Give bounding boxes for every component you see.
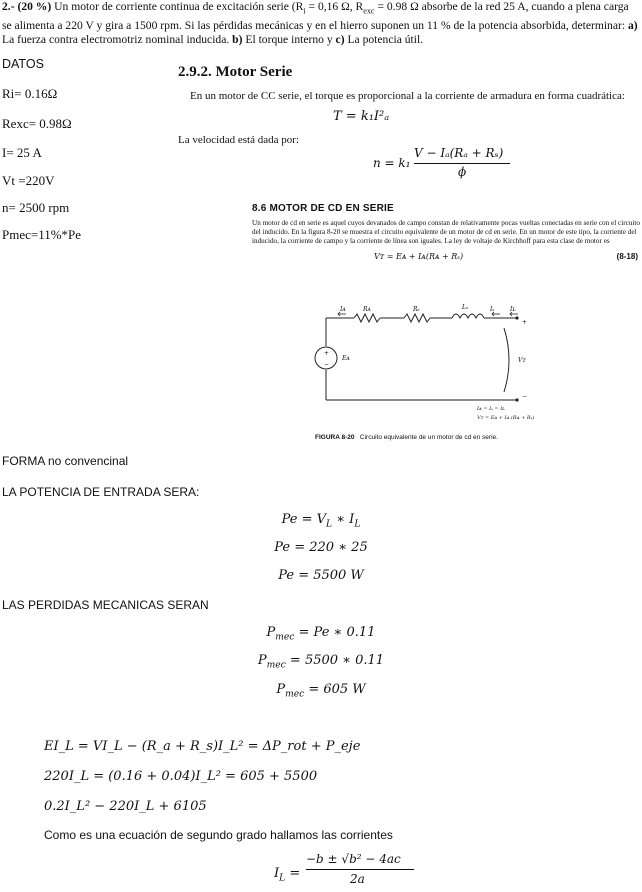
section-title: 8.6 MOTOR DE CD EN SERIE xyxy=(252,203,394,214)
kvl-eq: Vᴛ = Eᴀ + Iᴀ(Rᴀ + Rₛ) xyxy=(374,252,464,261)
problem-text: = 0.98 Ω absorbe de la red 25 A, cuando a plena carga se alimenta a 220 V y gira a 1500 rpm. Si las pérdidas mecánicas y en el hierro suponen un 11 % de la potencia absorbida, determinar: xyxy=(2,0,629,32)
speed-eq-lhs: n = k₁ xyxy=(373,156,411,170)
problem-text: = 0,16 Ω, R xyxy=(305,0,364,13)
torque-equation: T = k₁I²ₐ xyxy=(333,109,390,124)
speed-eq-numerator: V − Iₐ(Rₐ + Rₛ) xyxy=(414,146,504,160)
relation-currents: Iᴀ = Iₛ = Iʟ xyxy=(477,406,505,412)
terminal-dot xyxy=(515,316,518,319)
dato-rexc: Rexc= 0.98Ω xyxy=(2,116,72,131)
section-title: 2.9.2. Motor Serie xyxy=(178,64,293,80)
armature-minus: − xyxy=(324,361,330,368)
armature-plus: + xyxy=(324,350,330,357)
part-b-label: b) xyxy=(232,33,243,47)
label-il: Iʟ xyxy=(510,306,516,313)
label-vt: Vᴛ xyxy=(518,357,526,364)
part-c-label: c) xyxy=(335,33,345,47)
part-a-label: a) xyxy=(627,18,638,32)
eq-power-balance: EI_L = VI_L − (R_a + R_s)I_L² = ΔP_rot + P_eje xyxy=(44,739,361,754)
resistor-ra xyxy=(354,314,380,322)
label-ls: Lₛ xyxy=(462,304,469,311)
problem-text: Un motor de corriente continua de excitación serie (R xyxy=(51,0,304,13)
figure-label: FIGURA 8-20 xyxy=(315,434,355,441)
label-plus: + xyxy=(522,319,528,326)
problem-sub-i: i xyxy=(303,6,306,16)
problem-number: 2.- (20 %) xyxy=(2,0,52,13)
eq-pe-formula: $Pe = V_L$ ∗ $I_L$ xyxy=(281,512,361,530)
eq-quadratic: 0.2I_L² − 220I_L + 6105 xyxy=(44,799,207,814)
quad-denominator: 2a xyxy=(350,872,365,886)
forma-heading: FORMA no convencinal xyxy=(2,454,129,468)
potencia-heading: LA POTENCIA DE ENTRADA SERA: xyxy=(2,485,200,499)
series-motor-circuit xyxy=(312,300,542,430)
quad-numerator: −b ± √b² − 4ac xyxy=(306,852,401,866)
eq-number: (8-18) xyxy=(616,252,638,261)
kvl-equation xyxy=(252,250,640,266)
terminal-dot xyxy=(515,398,518,401)
relation-voltage: Vᴛ = Eᴀ + Iᴀ (Rᴀ + Rₛ) xyxy=(477,415,535,421)
dato-voltage: Vt =220V xyxy=(2,173,55,188)
part-c-text: La potencia útil. xyxy=(344,33,424,47)
part-a-text: La fuerza contra electromotriz nominal inducida. xyxy=(2,33,233,47)
como-text: Como es una ecuación de segundo grado hallamos las corrientes xyxy=(44,828,393,842)
resistor-rs xyxy=(404,314,430,322)
figure-caption xyxy=(315,434,498,441)
figure-caption-text: Circuito equivalente de un motor de cd en serie. xyxy=(359,434,498,441)
dato-speed: n= 2500 rpm xyxy=(2,200,70,215)
eq-pe-values: Pe = 220 ∗ 25 xyxy=(274,540,368,555)
label-minus: − xyxy=(522,393,528,400)
label-rs: Rₛ xyxy=(413,306,420,313)
quad-lhs: $I_L$ = xyxy=(274,866,301,884)
eq-pe-result: Pe = 5500 W xyxy=(278,568,364,583)
part-b-text: El torque interno y xyxy=(242,33,336,47)
label-ra: Rᴀ xyxy=(363,306,371,313)
book-excerpt-8-6 xyxy=(252,204,640,266)
eq-pmec-formula: $P_{mec} = Pe$ ∗ 0.11 xyxy=(266,625,376,643)
inductor-ls xyxy=(452,314,484,318)
eq-pmec-result: $P_{mec} = 605$ W xyxy=(276,682,366,700)
eq-pmec-values: $P_{mec} = 5500$ ∗ 0.11 xyxy=(257,653,385,671)
datos-title: DATOS xyxy=(2,57,44,71)
label-ia: Iᴀ xyxy=(340,306,346,313)
fraction-bar xyxy=(306,869,414,870)
fraction-bar xyxy=(414,163,510,164)
problem-statement xyxy=(2,0,640,48)
dato-current: I= 25 A xyxy=(2,145,42,160)
speed-equation xyxy=(178,146,638,186)
problem-sub-exc: exc xyxy=(363,6,375,16)
book-excerpt-motor-serie xyxy=(178,64,638,186)
section-paragraph: Un motor de cd en serie es aquel cuyos devanados de campo constan de relativamente pocas vueltas conectadas en serie con el circuito del inducido. En la figura 8-20 se muestra el circuito equivalente de un motor de cd en serie. En un motor de este tipo, la corriente del inducido, la corriente de campo y la corriente de línea son iguales. La ley de voltaje de Kirchhoff para esta clase de motor es xyxy=(252,219,640,245)
quadratic-formula xyxy=(274,852,434,892)
label-ea: Eᴀ xyxy=(342,355,350,362)
dato-ri: Ri= 0.16Ω xyxy=(2,86,58,101)
eq-power-balance-values: 220I_L = (0.16 + 0.04)I_L² = 605 + 5500 xyxy=(44,769,318,784)
dato-pmec: Pmec=11%*Pe xyxy=(2,227,82,242)
perdidas-heading: LAS PERDIDAS MECANICAS SERAN xyxy=(2,598,209,612)
label-is: Iₛ xyxy=(490,306,495,313)
speed-eq-denominator: ϕ xyxy=(458,165,467,179)
voltage-arc xyxy=(504,328,509,392)
section-text: En un motor de CC serie, el torque es proporcional a la corriente de armadura en forma cuadrática: xyxy=(190,90,625,102)
speed-text: La velocidad está dada por: xyxy=(178,134,299,146)
